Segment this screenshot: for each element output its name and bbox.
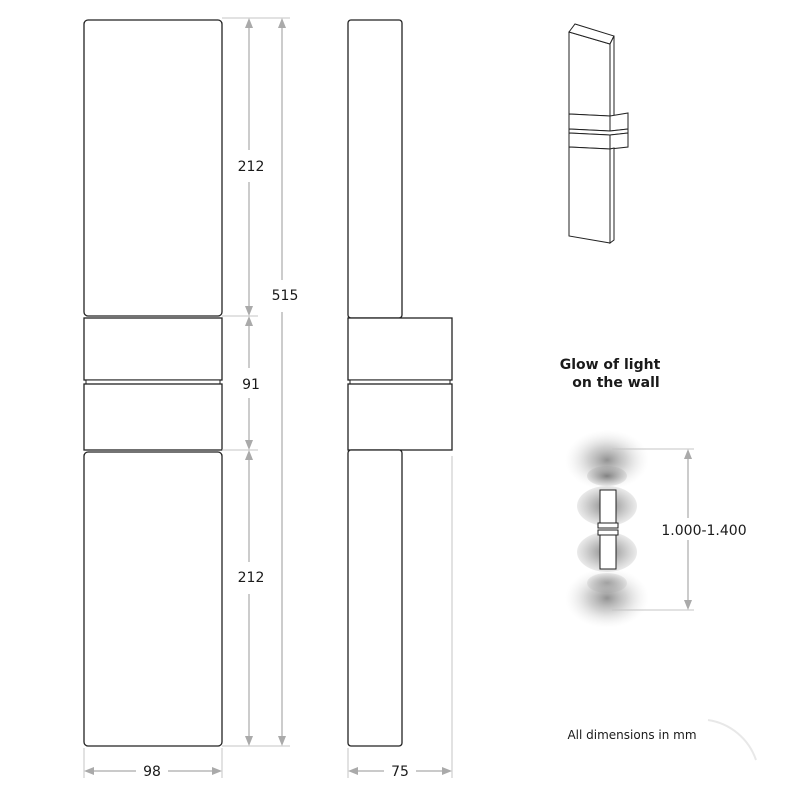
side-view xyxy=(348,20,452,746)
front-lower-body xyxy=(84,452,222,746)
side-lower-body xyxy=(348,450,402,746)
front-view xyxy=(84,20,222,746)
total-height-label: 515 xyxy=(271,288,299,304)
side-upper-body xyxy=(348,20,402,318)
glow-top-spot xyxy=(587,466,627,486)
side-lower-ring xyxy=(348,384,452,450)
front-height-dimensions xyxy=(222,18,298,746)
front-width-label: 98 xyxy=(143,764,161,780)
upper-height-label: 212 xyxy=(237,159,265,175)
middle-height-label: 91 xyxy=(242,377,260,393)
dimensions-footnote: All dimensions in mm xyxy=(567,728,697,742)
glow-lamp-icon xyxy=(598,490,618,569)
front-width-dimension xyxy=(84,748,222,780)
glow-bottom-halo xyxy=(565,568,649,628)
glow-spacing-label: 1.000-1.400 xyxy=(661,523,747,539)
glow-title-line2: on the wall xyxy=(572,375,660,391)
side-upper-ring xyxy=(348,318,452,380)
front-upper-body xyxy=(84,20,222,316)
front-upper-ring xyxy=(84,318,222,380)
lower-height-label: 212 xyxy=(237,570,265,586)
glow-title-line1: Glow of light xyxy=(559,357,661,373)
watermark-arc xyxy=(708,720,756,760)
side-depth-label: 75 xyxy=(391,764,409,780)
front-lower-ring xyxy=(84,384,222,450)
perspective-view xyxy=(569,24,628,243)
glow-section xyxy=(560,357,762,628)
